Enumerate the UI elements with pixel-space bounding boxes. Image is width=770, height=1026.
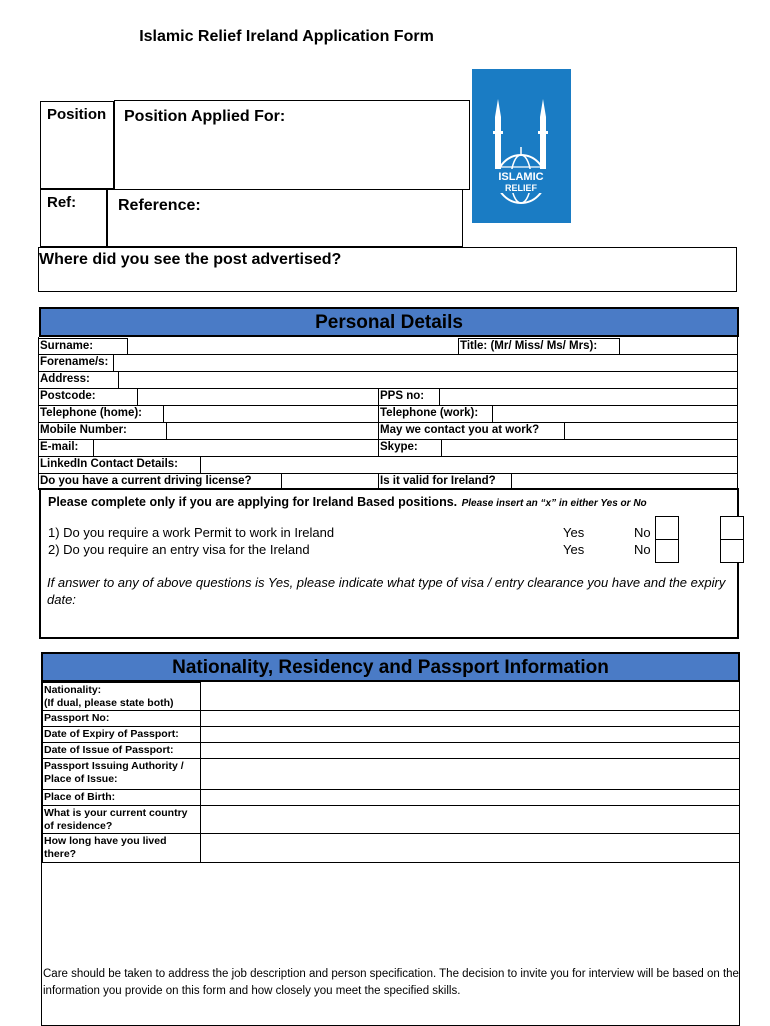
lived-duration-input[interactable] xyxy=(202,834,740,862)
visa-answer-area[interactable] xyxy=(47,610,735,636)
mobile-label: Mobile Number: xyxy=(38,422,167,440)
personal-details-grid xyxy=(38,337,738,489)
skype-input[interactable] xyxy=(442,440,737,456)
reference-label: Reference: xyxy=(118,197,201,214)
issuing-authority-label: Passport Issuing Authority / Place of Issue: xyxy=(42,758,201,790)
email-input[interactable] xyxy=(94,440,378,456)
linkedin-input[interactable] xyxy=(201,457,737,473)
valid-ireland-label: Is it valid for Ireland? xyxy=(378,473,512,490)
contact-work-label: May we contact you at work? xyxy=(378,422,565,440)
place-of-birth-input[interactable] xyxy=(202,790,740,805)
advertised-field[interactable] xyxy=(38,247,737,292)
driving-license-input[interactable] xyxy=(282,474,378,489)
residence-input[interactable] xyxy=(202,806,740,833)
nationality-input[interactable] xyxy=(202,682,740,710)
ref-box[interactable] xyxy=(40,189,107,247)
passport-issue-label: Date of Issue of Passport: xyxy=(42,742,201,759)
entry-visa-no-checkbox[interactable] xyxy=(655,539,679,563)
work-permit-no-checkbox[interactable] xyxy=(655,516,679,540)
ireland-positions-section xyxy=(39,488,739,639)
tel-work-label: Telephone (work): xyxy=(378,405,493,423)
passport-expiry-input[interactable] xyxy=(202,727,740,742)
address-label: Address: xyxy=(38,371,119,389)
entry-visa-yes-checkbox[interactable] xyxy=(720,539,744,563)
work-permit-question: 1) Do you require a work Permit to work in Ireland xyxy=(48,525,335,540)
contact-work-input[interactable] xyxy=(565,423,737,439)
form-title: Islamic Relief Ireland Application Form xyxy=(139,28,434,45)
work-permit-yes-label: Yes xyxy=(563,525,585,540)
position-applied-label: Position Applied For: xyxy=(124,108,286,125)
valid-ireland-input[interactable] xyxy=(512,474,737,489)
pps-input[interactable] xyxy=(440,389,737,405)
footer-note: Care should be taken to address the job description and person specification. The decision to invite you for interview will be based on the information you provide on this form and how closely you meet the specified skills. xyxy=(43,968,739,997)
surname-input[interactable] xyxy=(128,338,458,354)
position-box[interactable] xyxy=(40,101,114,189)
tel-work-input[interactable] xyxy=(493,406,737,422)
driving-license-label: Do you have a current driving license? xyxy=(38,473,282,490)
ref-label: Ref: xyxy=(47,194,77,211)
reference-field[interactable] xyxy=(107,189,463,247)
entry-visa-yes-label: Yes xyxy=(563,542,585,557)
nationality-heading-text: Nationality, Residency and Passport Information xyxy=(172,657,609,678)
forenames-label: Forename/s: xyxy=(38,354,114,372)
linkedin-label: LinkedIn Contact Details: xyxy=(38,456,201,474)
position-applied-field[interactable] xyxy=(114,100,470,190)
pps-label: PPS no: xyxy=(378,388,440,406)
nationality-heading xyxy=(41,652,740,682)
address-input[interactable] xyxy=(119,372,737,388)
postcode-label: Postcode: xyxy=(38,388,138,406)
issuing-authority-input[interactable] xyxy=(202,759,740,789)
tel-home-input[interactable] xyxy=(164,406,378,422)
title-input[interactable] xyxy=(620,338,737,354)
logo-text-islamic: ISLAMIC xyxy=(498,171,544,183)
email-label: E-mail: xyxy=(38,439,94,457)
title-label: Title: (Mr/ Miss/ Ms/ Mrs): xyxy=(458,338,620,355)
postcode-input[interactable] xyxy=(138,389,378,405)
logo-text-relief: RELIEF xyxy=(504,183,538,193)
lived-duration-label: How long have you lived there? xyxy=(42,833,201,863)
visa-note: If answer to any of above questions is Yes, please indicate what type of visa / entry clearance you have and the expiry date: xyxy=(47,575,726,607)
passport-issue-input[interactable] xyxy=(202,743,740,758)
mobile-input[interactable] xyxy=(167,423,378,439)
place-of-birth-label: Place of Birth: xyxy=(42,789,201,806)
islamic-relief-logo xyxy=(472,69,571,223)
residence-label: What is your current country of residence? xyxy=(42,805,201,834)
personal-details-heading-text: Personal Details xyxy=(315,312,463,333)
nationality-section xyxy=(41,682,740,1026)
ireland-instruction: Please complete only if you are applying for Ireland Based positions. xyxy=(48,495,458,509)
tel-home-label: Telephone (home): xyxy=(38,405,164,423)
surname-label: Surname: xyxy=(38,338,128,355)
work-permit-no-label: No xyxy=(634,525,651,540)
passport-no-label: Passport No: xyxy=(42,710,201,727)
entry-visa-no-label: No xyxy=(634,542,651,557)
ireland-instruction-italic: Please insert an “x” in either Yes or No xyxy=(461,498,647,509)
entry-visa-question: 2) Do you require an entry visa for the Ireland xyxy=(48,542,310,557)
passport-no-input[interactable] xyxy=(202,711,740,726)
personal-details-heading xyxy=(39,307,739,337)
skype-label: Skype: xyxy=(378,439,442,457)
passport-expiry-label: Date of Expiry of Passport: xyxy=(42,726,201,743)
mosque-icon xyxy=(472,69,571,223)
advertised-label: Where did you see the post advertised? xyxy=(39,251,342,268)
work-permit-yes-checkbox[interactable] xyxy=(720,516,744,540)
position-label: Position xyxy=(47,106,107,123)
forenames-input[interactable] xyxy=(114,355,737,371)
nationality-label: Nationality: (If dual, please state both) xyxy=(42,682,201,711)
